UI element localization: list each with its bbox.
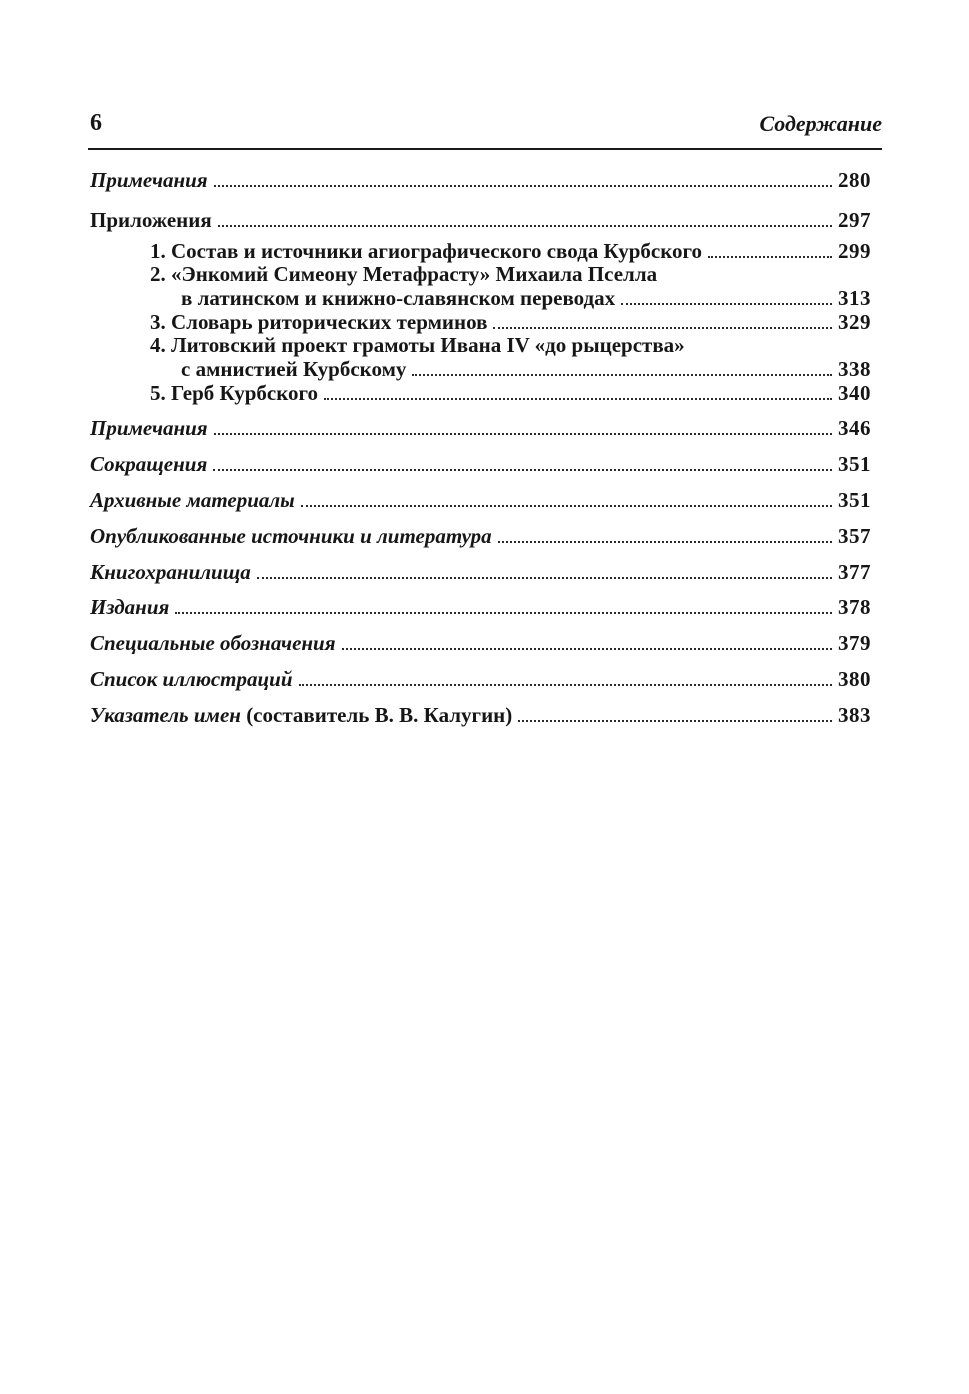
toc-title: Книгохранилища [90,560,251,584]
toc-page-number: 380 [838,667,871,691]
toc-title: Примечания [90,168,208,192]
toc-page-number: 313 [838,286,871,310]
toc-page-number: 383 [838,703,871,727]
toc-page-number: 297 [838,208,871,232]
toc-title: 5. Герб Курбского [150,381,319,405]
toc-title [90,701,512,729]
toc-entry-abbreviations[interactable] [90,450,871,478]
toc-title: Специальные обозначения [90,631,336,655]
toc-title-compiler: (составитель В. В. Калугин) [240,703,513,727]
dot-leader [493,325,832,329]
dot-leader [708,254,832,258]
dot-leader [518,718,832,722]
toc-entry-notes-1[interactable] [90,166,871,194]
toc-title: Опубликованные источники и литература [90,524,492,548]
dot-leader [299,682,832,686]
running-head: Содержание [759,111,882,136]
page-number: 6 [90,110,102,136]
toc-page-number: 379 [838,631,871,655]
toc-page-number: 329 [838,310,871,334]
page-header [88,108,882,150]
toc-page-number: 299 [838,239,871,263]
toc-title-main: Указатель имен [90,703,241,727]
toc-entry-appendix-2-line-1: 2. «Энкомий Симеону Метафрасту» Михаила Пселла [150,262,658,286]
toc-entry-libraries[interactable] [90,558,871,586]
toc-page-number: 340 [838,381,871,405]
toc-title: 1. Состав и источники агиографического свода Курбского [150,239,703,263]
dot-leader [214,183,832,187]
dot-leader [324,396,832,400]
toc-page-number: 280 [838,168,871,192]
toc-title: Примечания [90,416,208,440]
toc-entry-editions[interactable] [90,593,871,621]
toc-page-number: 357 [838,524,871,548]
dot-leader [621,301,832,305]
toc-entry-published-sources[interactable] [90,522,871,550]
dot-leader [213,467,832,471]
toc-page-number: 351 [838,488,871,512]
toc-entry-appendices[interactable] [90,206,871,234]
toc-entry-appendix-5[interactable] [150,379,871,407]
toc-title: 3. Словарь риторических терминов [150,310,488,334]
toc-page-number: 377 [838,560,871,584]
toc-entry-illustrations[interactable] [90,665,871,693]
dot-leader [342,646,832,650]
toc-page-number: 351 [838,452,871,476]
dot-leader [257,575,832,579]
toc-entry-special-symbols[interactable] [90,629,871,657]
toc-title: в латинском и книжно-славянском переводах [181,286,616,310]
toc-entry-notes-2[interactable] [90,414,871,442]
toc-page-number: 338 [838,357,871,381]
toc-page-number: 346 [838,416,871,440]
dot-leader [218,223,832,227]
toc-title: Список иллюстраций [90,667,293,691]
toc-title: Сокращения [90,452,208,476]
dot-leader [175,610,832,614]
toc-title: Приложения [90,208,212,232]
toc-entry-name-index[interactable] [90,701,871,729]
toc-title: с амнистией Курбскому [181,357,407,381]
toc-page-number: 378 [838,595,871,619]
dot-leader [301,503,832,507]
toc-title: Архивные материалы [90,488,295,512]
toc-title: Издания [90,595,170,619]
dot-leader [498,539,832,543]
toc-entry-archives[interactable] [90,486,871,514]
toc-entry-appendix-4-line-1: 4. Литовский проект грамоты Ивана IV «до рыцерства» [150,333,685,357]
dot-leader [214,431,832,435]
dot-leader [412,372,832,376]
